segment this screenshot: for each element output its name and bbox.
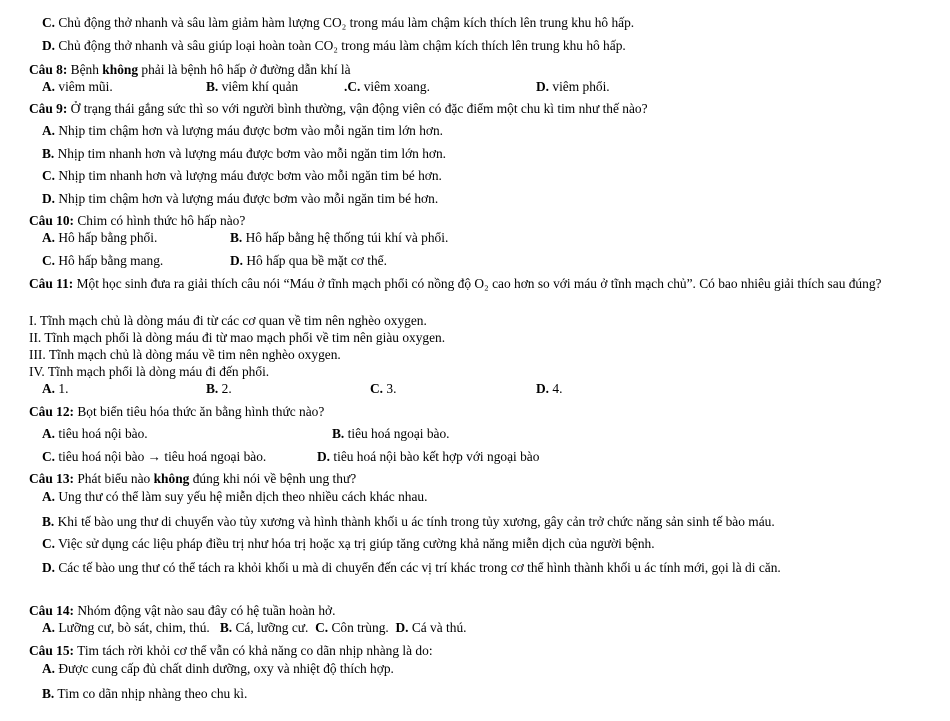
question-text: Phát biểu nào: [74, 471, 154, 486]
option-text: Cá và thú.: [408, 620, 467, 635]
question-11-stem: [29, 276, 941, 292]
question-text: Ở trạng thái gắng sức thì so với người bình thường, vận động viên có đặc điểm một chu kì tim như thế nào?: [67, 101, 648, 116]
q10-option-b: [230, 230, 448, 246]
option-letter: B.: [206, 79, 219, 94]
q13-option-a: [42, 489, 427, 505]
question-text: Nhóm động vật nào sau đây có hệ tuần hoàn hở.: [74, 603, 336, 618]
q15-option-a: [42, 661, 394, 677]
option-letter: B.: [230, 230, 243, 245]
q13-option-d: [42, 560, 942, 576]
q11-statement-3: III. Tĩnh mạch chủ là dòng máu về tim nên nghèo oxygen.: [29, 347, 341, 362]
q11-option-a: [42, 381, 68, 397]
option-letter: B.: [42, 686, 55, 701]
emphasis-text: không: [102, 62, 139, 77]
q12-option-b: [332, 426, 450, 442]
option-letter: C.: [42, 168, 56, 183]
option-letter: B.: [42, 146, 55, 161]
option-letter: D.: [42, 38, 56, 53]
question-label: Câu 12:: [29, 404, 75, 419]
option-text: tiêu hoá nội bào → tiêu hoá ngoại bào.: [55, 449, 267, 464]
question-text: Bọt biển tiêu hóa thức ăn bằng hình thức nào?: [74, 404, 325, 419]
option-letter: A.: [42, 230, 56, 245]
option-text: Khi tế bào ung thư di chuyển vào tủy xương và hình thành khối u ác tính trong tủy xương, gây cản trở chức năng sản sinh tế bào máu.: [54, 514, 775, 529]
question-9-stem: [29, 101, 648, 117]
q13-option-c: [42, 536, 655, 552]
option-text: Hô hấp bằng phổi.: [55, 230, 158, 245]
option-d-previous: [42, 38, 626, 54]
option-text: tiêu hoá nội bào kết hợp với ngoại bào: [330, 449, 540, 464]
question-10-stem: [29, 213, 245, 229]
option-letter: A.: [42, 123, 56, 138]
option-text: Hô hấp bằng mang.: [55, 253, 164, 268]
q11-option-b: [206, 381, 232, 397]
question-text: Một học sinh đưa ra giải thích câu nói “Máu ở tĩnh mạch phổi có nồng độ O₂ cao hơn so với máu ở tĩnh mạch chủ”. Có bao nhiêu giải thích sau đúng?: [73, 276, 882, 291]
q8-option-a: [42, 79, 113, 95]
option-text: tiêu hoá ngoại bào.: [344, 426, 450, 441]
question-15-stem: [29, 643, 433, 659]
q9-option-a: [42, 123, 443, 139]
question-text: đúng khi nói về bệnh ung thư?: [189, 471, 357, 486]
option-letter: A.: [42, 381, 56, 396]
question-text: Bệnh: [67, 62, 103, 77]
question-12-stem: [29, 404, 324, 420]
q11-option-c: [370, 381, 396, 397]
question-label: Câu 13:: [29, 471, 75, 486]
option-text: Nhịp tim nhanh hơn và lượng máu được bơm vào mỗi ngăn tim bé hơn.: [55, 168, 442, 183]
question-label: Câu 8:: [29, 62, 68, 77]
q10-option-a: [42, 230, 157, 246]
option-letter: C.: [42, 449, 56, 464]
option-letter: C.: [42, 15, 56, 30]
q8-option-c: [344, 79, 430, 95]
q12-option-c: [42, 449, 266, 465]
option-text: Được cung cấp đủ chất dinh dưỡng, oxy và nhiệt độ thích hợp.: [55, 661, 394, 676]
q11-statement-2: II. Tĩnh mạch phổi là dòng máu đi từ mao mạch phổi về tim nên giàu oxygen.: [29, 330, 446, 345]
option-text: 2.: [218, 381, 232, 396]
option-letter: D.: [42, 560, 56, 575]
option-text: Hô hấp bằng hệ thống túi khí và phổi.: [242, 230, 449, 245]
option-text: 4.: [549, 381, 563, 396]
option-text: viêm phổi.: [549, 79, 610, 94]
option-letter: B.: [42, 514, 55, 529]
q13-option-b: [42, 514, 775, 530]
question-label: Câu 15:: [29, 643, 75, 658]
question-label: Câu 14:: [29, 603, 75, 618]
emphasis-text: không: [153, 471, 190, 486]
q11-statement-1: I. Tĩnh mạch chủ là dòng máu đi từ các cơ quan về tim nên nghèo oxygen.: [29, 313, 427, 328]
q9-option-c: [42, 168, 442, 184]
question-text: phải là bệnh hô hấp ở đường dẫn khí là: [138, 62, 351, 77]
q9-option-d: [42, 191, 438, 207]
option-letter: A.: [42, 489, 56, 504]
question-text: Tim tách rời khỏi cơ thể vẫn có khả năng co dãn nhịp nhàng là do:: [74, 643, 433, 658]
question-13-stem: [29, 471, 356, 487]
option-letter: D.: [317, 449, 331, 464]
question-label: Câu 9:: [29, 101, 68, 116]
option-text: viêm xoang.: [360, 79, 430, 94]
q11-option-d: [536, 381, 562, 397]
option-letter: C.: [42, 536, 56, 551]
option-text: Cá, lưỡng cư.: [232, 620, 309, 635]
q11-statement-4: IV. Tĩnh mạch phổi là dòng máu đi đến phổi.: [29, 364, 270, 379]
question-text: Chim có hình thức hô hấp nào?: [74, 213, 246, 228]
option-text: tiêu hoá nội bào.: [55, 426, 148, 441]
option-text: Các tế bào ung thư có thể tách ra khỏi khối u mà di chuyển đến các vị trí khác trong cơ thể hình thành khối u ác tính mới, gọi là di căn.: [55, 560, 781, 575]
option-text: viêm khí quản: [218, 79, 299, 94]
option-letter: D.: [42, 191, 56, 206]
option-text: 3.: [383, 381, 397, 396]
option-letter: A.: [42, 79, 56, 94]
q8-option-d: [536, 79, 610, 95]
option-letter: D.: [395, 620, 409, 635]
option-letter: A.: [42, 426, 56, 441]
q10-option-d: [230, 253, 387, 269]
q12-option-d: [317, 449, 539, 465]
option-letter: C.: [315, 620, 329, 635]
option-text: Nhịp tim nhanh hơn và lượng máu được bơm vào mỗi ngăn tim lớn hơn.: [54, 146, 447, 161]
option-text: Côn trùng.: [328, 620, 389, 635]
q15-option-b: [42, 686, 247, 702]
question-label: Câu 10:: [29, 213, 75, 228]
option-letter: .C.: [344, 79, 361, 94]
q12-option-a: [42, 426, 148, 442]
option-text: viêm mũi.: [55, 79, 113, 94]
option-text: Chủ động thở nhanh và sâu giúp loại hoàn toàn CO₂ trong máu làm chậm kích thích lên trung khu hô hấp.: [55, 38, 626, 53]
option-letter: C.: [370, 381, 384, 396]
option-letter: D.: [536, 79, 550, 94]
q10-option-c: [42, 253, 163, 269]
question-label: Câu 11:: [29, 276, 74, 291]
q9-option-b: [42, 146, 446, 162]
option-c-previous: [42, 15, 634, 31]
option-letter: B.: [332, 426, 345, 441]
option-text: Nhịp tim chậm hơn và lượng máu được bơm vào mỗi ngăn tim lớn hơn.: [55, 123, 444, 138]
q8-option-b: [206, 79, 298, 95]
option-text: Việc sử dụng các liệu pháp điều trị như hóa trị hoặc xạ trị giúp tăng cường khả năng miễn dịch của người bệnh.: [55, 536, 655, 551]
option-text: Chủ động thở nhanh và sâu làm giảm hàm lượng CO₂ trong máu làm chậm kích thích lên trung khu hô hấp.: [55, 15, 635, 30]
option-text: Tim co dãn nhịp nhàng theo chu kì.: [54, 686, 248, 701]
option-letter: D.: [536, 381, 550, 396]
q14-options: [42, 620, 467, 636]
option-text: Ung thư có thể làm suy yếu hệ miễn dịch theo nhiều cách khác nhau.: [55, 489, 428, 504]
option-letter: A.: [42, 620, 56, 635]
question-14-stem: [29, 603, 335, 619]
option-letter: B.: [206, 381, 219, 396]
option-letter: A.: [42, 661, 56, 676]
option-letter: D.: [230, 253, 244, 268]
option-text: Hô hấp qua bề mặt cơ thể.: [243, 253, 387, 268]
option-text: 1.: [55, 381, 69, 396]
option-letter: B.: [219, 620, 233, 635]
option-text: Lưỡng cư, bò sát, chim, thú.: [55, 620, 210, 635]
question-8-stem: [29, 62, 351, 78]
option-text: Nhịp tim chậm hơn và lượng máu được bơm vào mỗi ngăn tim bé hơn.: [55, 191, 439, 206]
option-letter: C.: [42, 253, 56, 268]
